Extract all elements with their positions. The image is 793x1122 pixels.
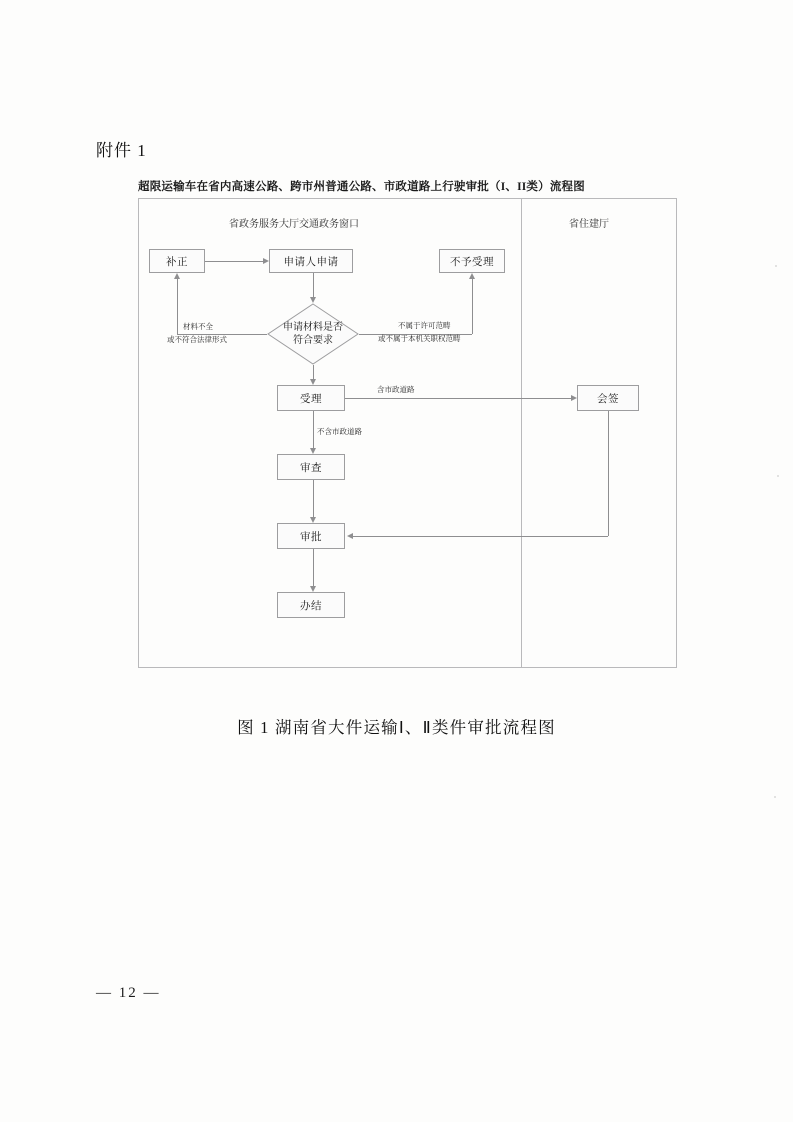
- node-shencha: 审查: [277, 454, 345, 480]
- node-shouli: 受理: [277, 385, 345, 411]
- node-huiqian: 会签: [577, 385, 639, 411]
- node-panduan-label: [267, 303, 359, 365]
- edge-label-material-incomplete: 材料不全: [183, 322, 213, 331]
- arrowhead-panduan-to-shouli: [310, 379, 316, 385]
- edge-label-not-permit-scope: 不属于许可范畴: [398, 321, 451, 330]
- arrowhead-buzheng-to-shenqing: [263, 258, 269, 264]
- arrowhead-shenpi-to-banjie: [310, 586, 316, 592]
- edge-buzheng-to-shenqing: [205, 261, 263, 262]
- diagram-title: 超限运输车在省内高速公路、跨市州普通公路、市政道路上行驶审批（I、II类）流程图: [138, 181, 585, 193]
- arrowhead-panduan-to-buzheng: [174, 273, 180, 279]
- edge-shencha-to-shenpi: [313, 480, 314, 517]
- flowchart-frame: [138, 198, 677, 668]
- arrowhead-panduan-to-bushouli: [469, 273, 475, 279]
- edge-label-with-municipal-road: 含市政道路: [377, 385, 415, 394]
- scan-speck: [777, 475, 779, 477]
- page-number: — 12 —: [96, 985, 161, 1001]
- node-buzheng: 补正: [149, 249, 205, 273]
- edge-panduan-to-buzheng-vertical: [177, 279, 178, 334]
- node-banjie: 办结: [277, 592, 345, 618]
- node-shenqingren-shenqing: 申请人申请: [269, 249, 353, 273]
- node-bushouli: 不予受理: [439, 249, 505, 273]
- arrowhead-shencha-to-shenpi: [310, 517, 316, 523]
- arrowhead-shouli-to-shencha: [310, 448, 316, 454]
- edge-shenpi-to-banjie: [313, 549, 314, 586]
- node-panduan-label-line2: 符合要求: [293, 335, 333, 346]
- arrowhead-shouli-to-huiqian: [571, 395, 577, 401]
- node-shenpi: 审批: [277, 523, 345, 549]
- lane-divider: [521, 199, 522, 667]
- edge-panduan-to-bushouli-vertical: [472, 279, 473, 334]
- node-panduan-label-line1: 申请材料是否: [283, 322, 343, 333]
- attachment-label: 附件 1: [96, 141, 147, 160]
- edge-huiqian-to-shenpi-horizontal: [353, 536, 608, 537]
- edge-shouli-to-huiqian: [345, 398, 571, 399]
- node-panduan-diamond: [267, 303, 359, 365]
- edge-label-without-municipal-road: 不含市政道路: [317, 427, 362, 436]
- arrowhead-huiqian-to-shenpi: [347, 533, 353, 539]
- edge-label-not-authority-scope: 或不属于本机关职权范畴: [378, 334, 461, 343]
- edge-label-not-legal-form: 或不符合法律形式: [167, 335, 227, 344]
- edge-shenqing-to-panduan: [313, 273, 314, 297]
- lane-title-left: 省政务服务大厅交通政务窗口: [229, 219, 359, 230]
- edge-shouli-to-shencha: [313, 411, 314, 448]
- lane-title-right: 省住建厅: [569, 219, 609, 230]
- figure-caption: 图 1 湖南省大件运输Ⅰ、Ⅱ类件审批流程图: [237, 718, 556, 737]
- scan-speck: [774, 796, 776, 798]
- edge-panduan-to-shouli: [313, 365, 314, 379]
- edge-huiqian-to-shenpi-vertical: [608, 411, 609, 536]
- scan-speck: [775, 265, 777, 267]
- arrowhead-shenqing-to-panduan: [310, 297, 316, 303]
